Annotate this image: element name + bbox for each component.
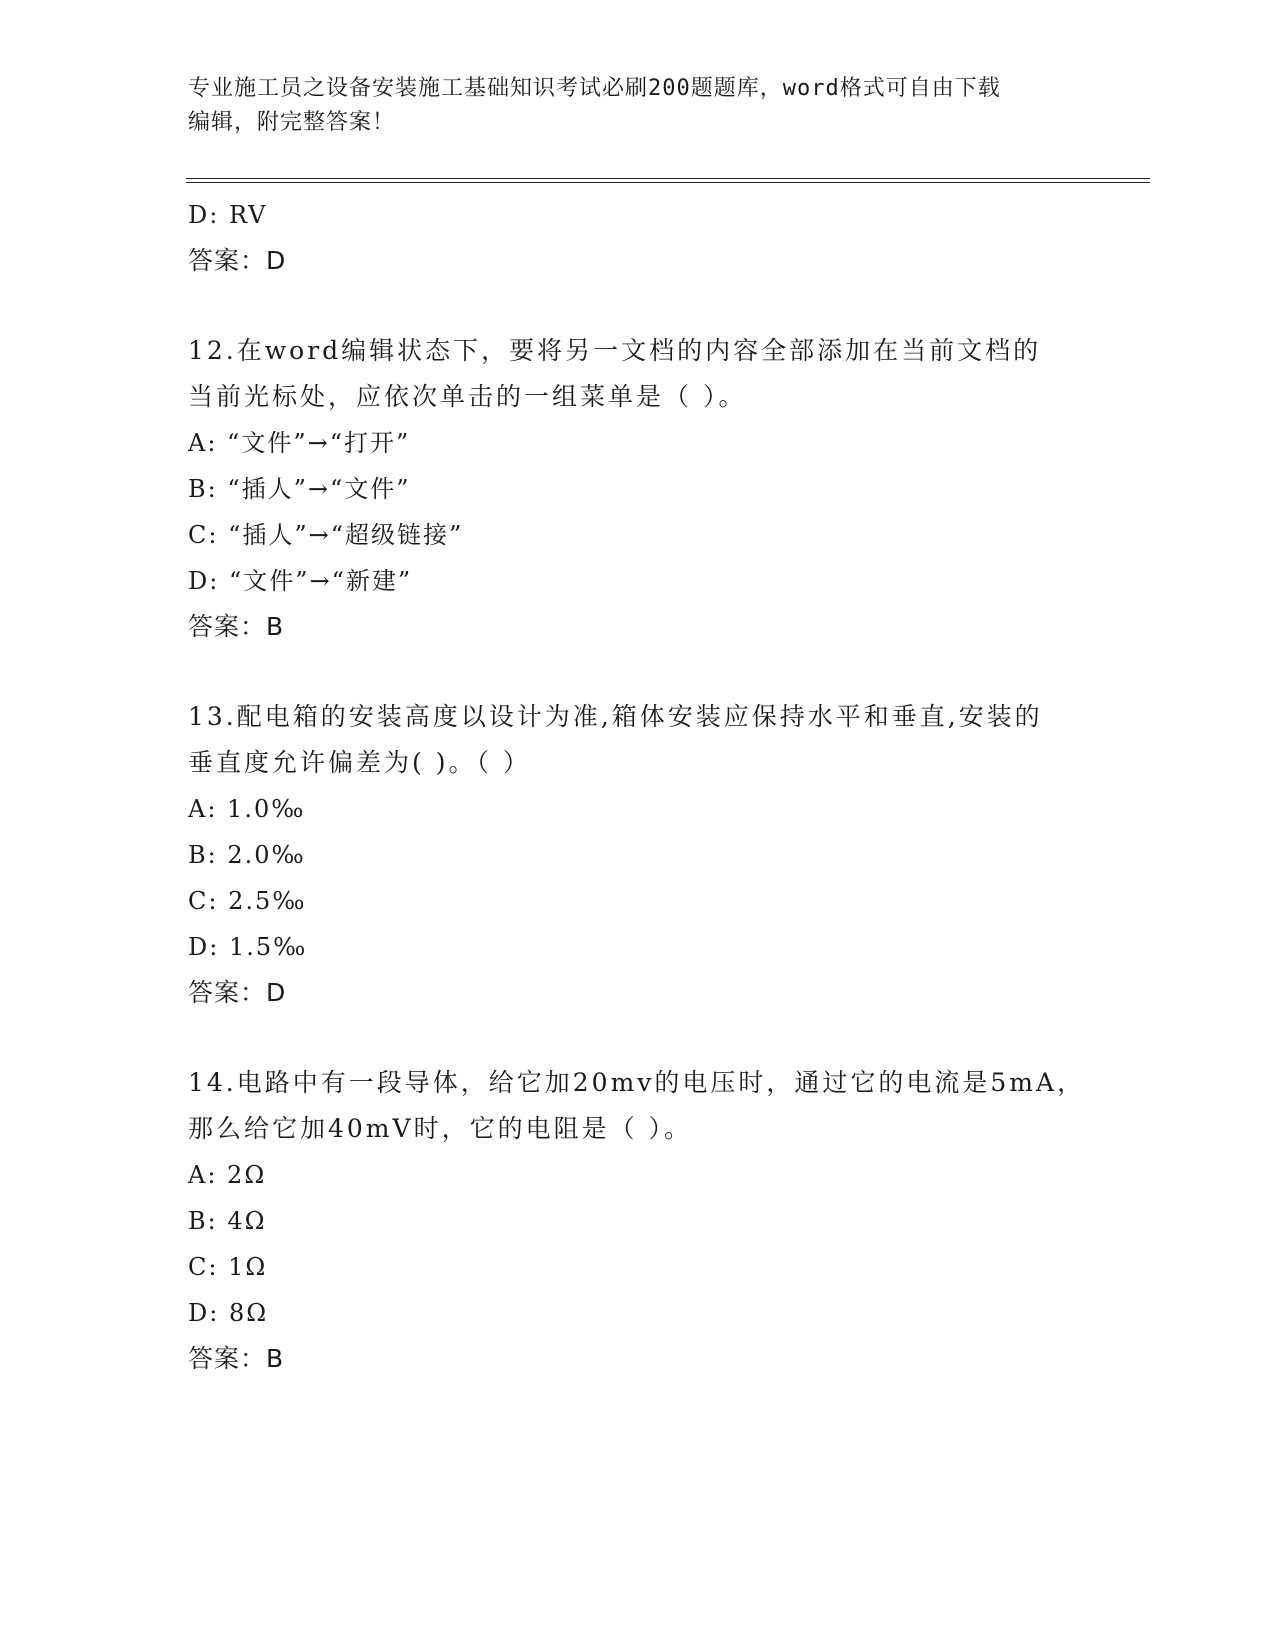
answer-line: 答案：B: [188, 1344, 285, 1373]
question-text-line-2: 垂直度允许偏差为( )。（ ）: [188, 748, 531, 777]
option-d: D: 1.5‰: [188, 933, 308, 961]
header-line-2: 编辑，附完整答案！: [188, 110, 396, 135]
answer-line: 答案：B: [188, 612, 285, 641]
option-a: A: “文件”→“打开”: [188, 429, 411, 457]
header-divider-bottom: [186, 182, 1150, 183]
option-d: D: 8Ω: [188, 1299, 269, 1327]
answer-line: 答案：D: [188, 978, 287, 1007]
option-d: D: “文件”→“新建”: [188, 567, 413, 595]
option-d: D: RV: [188, 201, 268, 229]
option-b: B: 2.0‰: [188, 841, 306, 869]
header-line-1: 专业施工员之设备安装施工基础知识考试必刷200题题库，word格式可自由下载: [188, 76, 1001, 101]
header-divider-top: [186, 178, 1150, 179]
question-13: [188, 694, 1088, 1016]
option-b: B: “插人”→“文件”: [188, 475, 411, 503]
question-12: [188, 328, 1088, 650]
option-a: A: 2Ω: [188, 1161, 267, 1189]
document-body: [188, 192, 1088, 1382]
question-text-line-2: 那么给它加40mV时，它的电阻是（ ）。: [188, 1114, 693, 1143]
question-text-line-1: 12.在word编辑状态下，要将另一文档的内容全部添加在当前文档的: [188, 336, 1042, 365]
question-text-line-1: 13.配电箱的安装高度以设计为准,箱体安装应保持水平和垂直,安装的: [188, 702, 1043, 731]
option-c: C: “插人”→“超级链接”: [188, 521, 464, 549]
option-a: A: 1.0‰: [188, 795, 306, 823]
question-14: [188, 1060, 1088, 1382]
previous-question-tail: [188, 192, 1088, 284]
option-b: B: 4Ω: [188, 1207, 267, 1235]
option-c: C: 1Ω: [188, 1253, 268, 1281]
answer-line: 答案：D: [188, 246, 287, 275]
question-text-line-1: 14.电路中有一段导体，给它加20mv的电压时，通过它的电流是5mA，: [188, 1068, 1086, 1097]
document-header: [188, 72, 1088, 140]
question-text-line-2: 当前光标处，应依次单击的一组菜单是（ ）。: [188, 382, 747, 411]
option-c: C: 2.5‰: [188, 887, 307, 915]
